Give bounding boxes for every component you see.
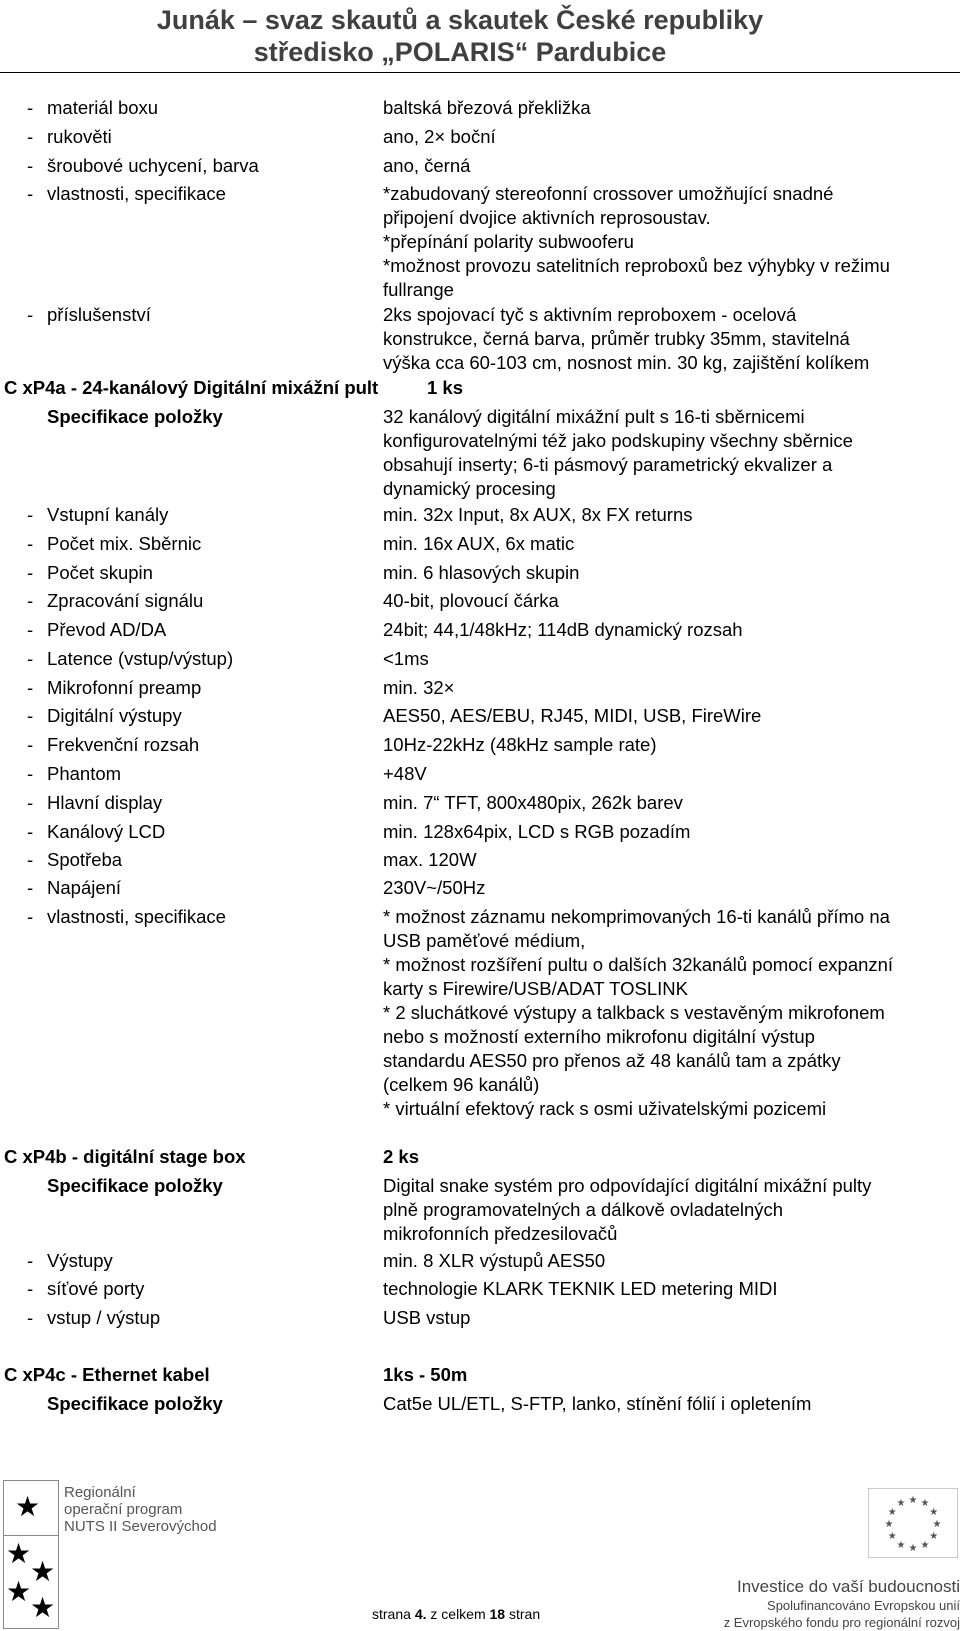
spec-value-line: +48V [383,763,427,784]
spec-label-text: Zpracování signálu [47,590,204,611]
spec-value [383,762,953,786]
list-dash: - [27,619,34,640]
spec-label-text: příslušenství [47,304,151,325]
rop-logo-frame [3,1536,59,1629]
page-current: 4. [414,1606,427,1622]
spec-label-text: rukověti [47,126,112,147]
spec-value-line: dynamický procesing [383,478,556,499]
star-icon: ★ [908,1495,918,1506]
spec-value-line: 10Hz-22kHz (48kHz sample rate) [383,734,657,755]
spec-value [383,647,953,671]
rop-line: Regionální [64,1484,136,1501]
spec-value-line: Cat5e UL/ETL, S-FTP, lanko, stínění fólií i opletením [383,1393,812,1414]
star-icon: ★ [30,1592,56,1623]
star-icon: ★ [884,1519,894,1530]
spec-value-line: 2 ks [383,1146,420,1167]
eu-fund: z Evropského fondu pro regionální rozvoj [723,1615,960,1630]
star-icon: ★ [932,1519,942,1530]
spec-value [383,676,953,700]
item-quantity: 1 ks [427,377,464,398]
star-icon: ★ [908,1543,918,1554]
spec-value-line: * možnost záznamu nekomprimovaných 16-ti kanálů přímo na [383,906,890,927]
list-dash: - [27,533,34,554]
list-dash: - [27,126,34,147]
list-dash: - [27,562,34,583]
spec-value [383,154,953,178]
spec-value-line: plně programovatelných a dálkově ovladatelných [383,1199,784,1220]
spec-label-text: vlastnosti, specifikace [47,906,226,927]
list-dash: - [27,183,34,204]
spec-value [383,561,953,585]
spec-value-line: ano, černá [383,155,471,176]
eu-flag-icon [868,1488,958,1558]
spec-value-line: 32 kanálový digitální mixážní pult s 16-ti sběrnicemi [383,406,805,427]
spec-value-line: USB paměťové médium, [383,930,586,951]
spec-label-text: Hlavní display [47,792,163,813]
spec-value-line: konfigurovatelnými též jako podskupiny všechny sběrnice [383,430,853,451]
spec-value-line: *možnost provozu satelitních reproboxů bez výhybky v režimu [383,255,890,276]
list-dash: - [27,792,34,813]
spec-value [383,125,953,149]
spec-value [383,182,953,302]
spec-value-line: baltská březová překližka [383,97,591,118]
spec-value-line: min. 128x64pix, LCD s RGB pozadím [383,821,691,842]
spec-value-line: 1ks - 50m [383,1364,468,1385]
spec-value [383,96,953,120]
spec-label-text: Počet mix. Sběrnic [47,533,202,554]
rop-logo-text [64,1484,217,1535]
star-icon: ★ [30,1556,56,1587]
spec-value [383,1174,953,1246]
list-dash: - [27,763,34,784]
page-number [372,1606,540,1622]
spec-value-line: Digital snake systém pro odpovídající digitální mixážní pulty [383,1175,872,1196]
spec-value-line: min. 6 hlasových skupin [383,562,580,583]
spec-value-line: AES50, AES/EBU, RJ45, MIDI, USB, FireWire [383,705,762,726]
spec-value [383,589,953,613]
spec-value-line: min. 8 XLR výstupů AES50 [383,1250,606,1271]
spec-value [383,618,953,642]
star-icon: ★ [15,1491,41,1522]
spec-value-line: připojení dvojice aktivních reprosoustav. [383,207,711,228]
spec-label-text: Výstupy [47,1250,113,1271]
star-icon: ★ [929,1531,939,1542]
spec-label-text: Převod AD/DA [47,619,167,640]
list-dash: - [27,705,34,726]
spec-value-line: technologie KLARK TEKNIK LED metering MIDI [383,1278,778,1299]
spec-value-line: min. 7“ TFT, 800x480pix, 262k barev [383,792,683,813]
spec-value [383,791,953,815]
list-dash: - [27,1250,34,1271]
rop-logo-frame [3,1480,59,1536]
spec-value-line: min. 32× [383,677,455,698]
spec-value [383,733,953,757]
item-quantity [383,1145,953,1169]
spec-value-line: 24bit; 44,1/48kHz; 114dB dynamický rozsah [383,619,743,640]
item-title: C xP4b - digitální stage box [4,1146,246,1167]
spec-value-line: * možnost rozšíření pultu o dalších 32kanálů pomocí expanzní [383,954,894,975]
spec-value [383,876,953,900]
spec-heading: Specifikace položky [47,406,223,427]
rop-line: operační program [64,1501,183,1518]
spec-label-text: vlastnosti, specifikace [47,183,226,204]
spec-value [383,905,953,1121]
spec-value [383,405,953,501]
spec-value [383,532,953,556]
star-icon: ★ [896,1498,906,1510]
spec-label-text: Digitální výstupy [47,705,182,726]
spec-value [383,820,953,844]
spec-value [383,1392,953,1416]
spec-value [383,848,953,872]
spec-label-text: Počet skupin [47,562,153,583]
spec-value-line: standardu AES50 pro přenos až 48 kanálů tam a zpátky [383,1050,841,1071]
spec-value-line: nebo s možností externího mikrofonu digitální výstup [383,1026,815,1047]
page-footer [0,1480,960,1628]
spec-value-line: *přepínání polarity subwooferu [383,231,634,252]
list-dash: - [27,1278,34,1299]
spec-label-text: Latence (vstup/výstup) [47,648,234,669]
spec-value-line: min. 16x AUX, 6x matic [383,533,575,554]
spec-value [383,1249,953,1273]
spec-value-line: ano, 2× boční [383,126,496,147]
spec-value-line: * virtuální efektový rack s osmi uživatelskými pozicemi [383,1098,827,1119]
spec-value-line: konstrukce, černá barva, průměr trubky 35mm, stavitelná [383,328,850,349]
spec-value [383,704,953,728]
star-icon: ★ [896,1539,906,1551]
list-dash: - [27,906,34,927]
list-dash: - [27,849,34,870]
header-organization: Junák – svaz skautů a skautek České republiky [156,5,764,35]
star-icon: ★ [920,1498,930,1510]
spec-value-line: výška cca 60-103 cm, nosnost min. 30 kg, zajištění kolíkem [383,352,870,373]
rop-line: NUTS II Severovýchod [64,1518,217,1535]
spec-value-line: * 2 sluchátkové výstupy a talkback s vestavěným mikrofonem [383,1002,885,1023]
header-branch: středisko „POLARIS“ Pardubice [253,37,667,67]
list-dash: - [27,590,34,611]
eu-cofinanced: Spolufinancováno Evropskou unií [767,1598,960,1613]
list-dash: - [27,504,34,525]
list-dash: - [27,1307,34,1328]
spec-label-text: Vstupní kanály [47,504,169,525]
spec-heading: Specifikace položky [47,1393,223,1414]
spec-value-line: mikrofonních předzesilovačů [383,1223,618,1244]
spec-value-line: 40-bit, plovoucí čárka [383,590,559,611]
spec-value-line: 2ks spojovací tyč s aktivním reproboxem - ocelová [383,304,797,325]
list-dash: - [27,877,34,898]
spec-value [383,1306,953,1330]
spec-value [383,503,953,527]
spec-value-line: max. 120W [383,849,477,870]
spec-value-line: (celkem 96 kanálů) [383,1074,540,1095]
list-dash: - [27,648,34,669]
item-title: C xP4a - 24-kanálový Digitální mixážní pult [4,377,379,398]
spec-value-line: obsahují inserty; 6-ti pásmový parametrický ekvalizer a [383,454,833,475]
spec-value-line: USB vstup [383,1307,471,1328]
list-dash: - [27,155,34,176]
spec-value-line: 230V~/50Hz [383,877,486,898]
list-dash: - [27,821,34,842]
page-total: 18 [489,1606,506,1622]
star-icon: ★ [887,1507,897,1518]
page-suffix: stran [508,1606,541,1622]
item-quantity [383,1363,953,1387]
spec-label-text: Napájení [47,877,122,898]
eu-funding-text [700,1576,960,1631]
spec-label-text: šroubové uchycení, barva [47,155,259,176]
spec-label-text: síťové porty [47,1278,145,1299]
spec-label-text: Kanálový LCD [47,821,166,842]
spec-value-line: min. 32x Input, 8x AUX, 8x FX returns [383,504,693,525]
list-dash: - [27,734,34,755]
spec-value-line: *zabudovaný stereofonní crossover umožňující snadné [383,183,834,204]
spec-label-text: Frekvenční rozsah [47,734,200,755]
spec-heading: Specifikace položky [47,1175,223,1196]
list-dash: - [27,97,34,118]
star-icon: ★ [920,1539,930,1551]
eu-slogan: Investice do vaší budoucnosti [736,1577,960,1596]
spec-value-line: karty s Firewire/USB/ADAT TOSLINK [383,978,688,999]
list-dash: - [27,304,34,325]
star-icon: ★ [887,1531,897,1542]
spec-value-line: fullrange [383,279,454,300]
spec-value [383,1277,953,1301]
spec-label-text: Spotřeba [47,849,123,870]
spec-value [383,303,953,375]
star-icon: ★ [929,1507,939,1518]
spec-value-line: <1ms [383,648,429,669]
spec-label-text: Mikrofonní preamp [47,677,202,698]
spec-label-text: vstup / výstup [47,1307,161,1328]
item-title: C xP4c - Ethernet kabel [4,1364,210,1385]
spec-label-text: Phantom [47,763,122,784]
star-icon: ★ [6,1538,32,1569]
page-prefix: strana [372,1606,411,1622]
list-dash: - [27,677,34,698]
star-icon: ★ [6,1576,32,1607]
spec-label-text: materiál boxu [47,97,159,118]
page-middle: z celkem [430,1606,486,1622]
